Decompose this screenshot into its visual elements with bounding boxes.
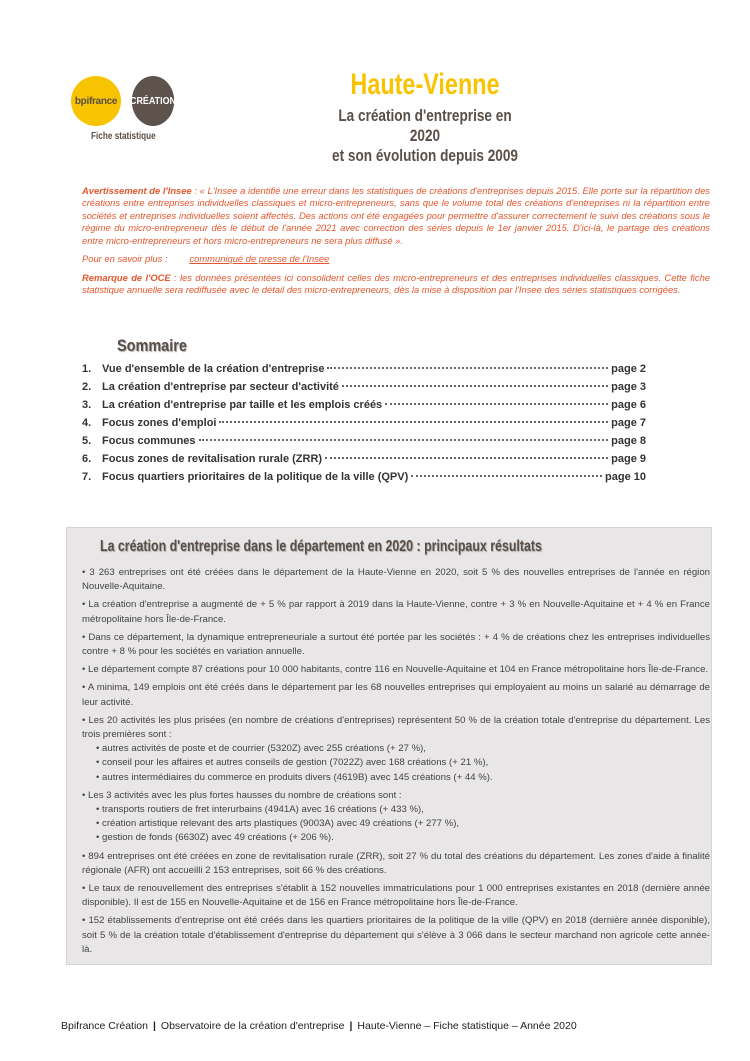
toc-page: page 3 xyxy=(611,381,646,393)
sub-item: • autres intermédiaires du commerce en produits divers (4619B) avec 145 créations (+ 44 %). xyxy=(96,771,493,783)
more-label: Pour en savoir plus : xyxy=(82,253,168,264)
page-title: Haute-Vienne xyxy=(350,68,500,101)
sub-item: • transports routiers de fret interurbains (4941A) avec 16 créations (+ 433 %), xyxy=(96,804,424,816)
toc-number: 3. xyxy=(82,399,92,411)
toc-item[interactable] xyxy=(82,435,646,453)
summary-title: Sommaire xyxy=(117,336,187,355)
toc-item[interactable] xyxy=(82,471,646,489)
footer-text: Haute-Vienne – Fiche statistique – Année 2020 xyxy=(357,1020,577,1032)
toc-number: 6. xyxy=(82,453,92,465)
logo-text: CRÉATION xyxy=(130,95,176,107)
sub-item: • création artistique relevant des arts plastiques (9003A) avec 49 créations (+ 277 %), xyxy=(96,818,460,830)
result-item: • A minima, 149 emplois ont été créés dans le département par les 68 nouvelles entreprises qui employaient au moins un salarié au démarrage de leur activité. xyxy=(82,682,710,708)
creation-logo xyxy=(132,76,175,126)
sub-item: • autres activités de poste et de courrier (5320Z) avec 255 créations (+ 27 %), xyxy=(96,743,426,755)
toc-item[interactable] xyxy=(82,399,646,417)
result-item: • Dans ce département, la dynamique entrepreneuriale a surtout été portée par les sociétés : + 4 % de créations chez les entreprises individuelles contre + 8 % pour les sociétés en variation annuelle. xyxy=(82,631,710,658)
result-item: • 894 entreprises ont été créées en zone de revitalisation rurale (ZRR), soit 27 % du total des créations du département. Les zones d'aide à finalité régionale (AFR) ont accueilli 2 153 entreprises, soit 66 % des créations. xyxy=(82,850,710,876)
toc-page: page 7 xyxy=(611,417,646,429)
toc-label: Vue d'ensemble de la création d'entreprise xyxy=(102,363,325,375)
oce-remark xyxy=(82,272,710,297)
dot-leader xyxy=(219,421,608,423)
remark-label: Remarque de l'OCE xyxy=(82,272,171,283)
result-text: • Les 20 activités les plus prisées (en nombre de créations d'entreprises) représentent 50 % de la création totale d'entreprise du département. Les trois premières sont : xyxy=(82,714,710,741)
warning-label: Avertissement de l'Insee xyxy=(82,185,192,196)
result-item: • 152 établissements d'entreprise ont été créés dans les quartiers prioritaires de la politique de la ville (QPV) en 2018 (dernière année disponible), soit 5 % de la création totale d'établissement d'entreprise du département qui s'élève à 3 066 dans le secteur marchand non agricole cette année-là. xyxy=(82,915,710,955)
sub-item: • gestion de fonds (6630Z) avec 49 créations (+ 206 %). xyxy=(96,832,334,844)
toc-item[interactable] xyxy=(82,381,646,399)
table-of-contents xyxy=(82,363,646,489)
dot-leader xyxy=(199,439,609,441)
result-item: • La création d'entreprise a augmenté de + 5 % par rapport à 2019 dans la Haute-Vienne, contre + 3 % en Nouvelle-Aquitaine et + 4 % en France métropolitaine hors Île-de-France. xyxy=(82,599,710,625)
toc-number: 1. xyxy=(82,363,92,375)
dot-leader xyxy=(385,403,608,405)
toc-number: 4. xyxy=(82,417,92,429)
footer-text: Observatoire de la création d'entreprise xyxy=(160,1020,345,1032)
result-item: • Le taux de renouvellement des entreprises s'établit à 152 nouvelles immatriculations pour 1 000 entreprises existantes en 2018 (dernière année disponible). Il est de 155 en Nouvelle-Aquitaine et de 156 en France métropolitaine hors Île-de-France. xyxy=(82,883,710,909)
toc-number: 2. xyxy=(82,381,92,393)
toc-item[interactable] xyxy=(82,363,646,381)
toc-label: Focus communes xyxy=(102,435,196,447)
toc-label: Focus zones de revitalisation rurale (ZRR) xyxy=(102,453,323,465)
toc-item[interactable] xyxy=(82,453,646,471)
result-item: • 3 263 entreprises ont été créées dans le département de la Haute-Vienne en 2020, soit 5 % des nouvelles entreprises de l'année en région Nouvelle-Aquitaine. xyxy=(82,567,710,593)
subtitle-line: La création d'entreprise en 2020 xyxy=(338,106,512,145)
toc-page: page 8 xyxy=(611,435,646,447)
toc-page: page 10 xyxy=(605,471,646,483)
footer xyxy=(61,1020,577,1032)
footer-text: Bpifrance Création xyxy=(61,1020,148,1032)
toc-page: page 9 xyxy=(611,453,646,465)
more-info xyxy=(82,253,710,265)
remark-text: : les données présentées ici consolident celles des micro-entrepreneurs et des entreprises individuelles classiques. Cette fiche statistique annuelle sera rediffusée avec le détail des micro-entrepreneurs, dès la mise à disposition par l'Insee des séries statistiques corrigées. xyxy=(82,272,710,296)
toc-number: 7. xyxy=(82,471,92,483)
toc-page: page 6 xyxy=(611,399,646,411)
results-list xyxy=(82,566,710,961)
insee-press-link[interactable]: communiqué de presse de l'Insee xyxy=(189,253,330,264)
logo-text: bpifrance xyxy=(74,95,118,107)
page-subtitle xyxy=(325,106,525,166)
toc-item[interactable] xyxy=(82,417,646,435)
dot-leader xyxy=(327,367,608,369)
toc-page: page 2 xyxy=(611,363,646,375)
dot-leader xyxy=(325,457,608,459)
subtitle-line: et son évolution depuis 2009 xyxy=(332,146,518,165)
toc-number: 5. xyxy=(82,435,92,447)
toc-label: Focus zones d'emploi xyxy=(102,417,217,429)
toc-label: La création d'entreprise par taille et les emplois créés xyxy=(102,399,383,411)
footer-separator: | xyxy=(349,1020,353,1032)
insee-warning xyxy=(82,185,710,247)
dot-leader xyxy=(411,475,602,477)
result-item: • Le département compte 87 créations pour 10 000 habitants, contre 116 en Nouvelle-Aquitaine et 104 en France métropolitaine hors Île-de-France. xyxy=(82,664,709,676)
dot-leader xyxy=(342,385,608,387)
result-item xyxy=(82,714,710,785)
warning-text: : « L'Insee a identifié une erreur dans les statistiques de créations d'entreprises depuis 2015. Elle porte sur la répartition des créations entre entreprises individuelles classiques et micro-entrepreneurs, sans que le volume total des créations d'entreprises ni la répartition entre sociétés et entreprises individuelles soient affectés. Des actions ont été engagées pour permettre d'assurer correctement le suivi des créations sous le régime du micro-entrepreneur dès le début de l'année 2021 avec correction des séries depuis le 1er janvier 2015. D'ici-là, le partage des créations entre micro-entrepreneurs et hors micro-entrepreneurs ne sera plus diffusé ». xyxy=(82,185,710,246)
toc-label: Focus quartiers prioritaires de la politique de la ville (QPV) xyxy=(102,471,409,483)
sub-item: • conseil pour les affaires et autres conseils de gestion (7022Z) avec 168 créations (+ 21 %), xyxy=(96,757,489,769)
footer-separator: | xyxy=(152,1020,156,1032)
results-title: La création d'entreprise dans le département en 2020 : principaux résultats xyxy=(100,538,542,555)
result-text: • Les 3 activités avec les plus fortes hausses du nombre de créations sont : xyxy=(82,789,402,801)
toc-label: La création d'entreprise par secteur d'activité xyxy=(102,381,339,393)
bpifrance-logo xyxy=(71,76,121,126)
result-item xyxy=(82,789,710,846)
fiche-label: Fiche statistique xyxy=(91,131,156,142)
